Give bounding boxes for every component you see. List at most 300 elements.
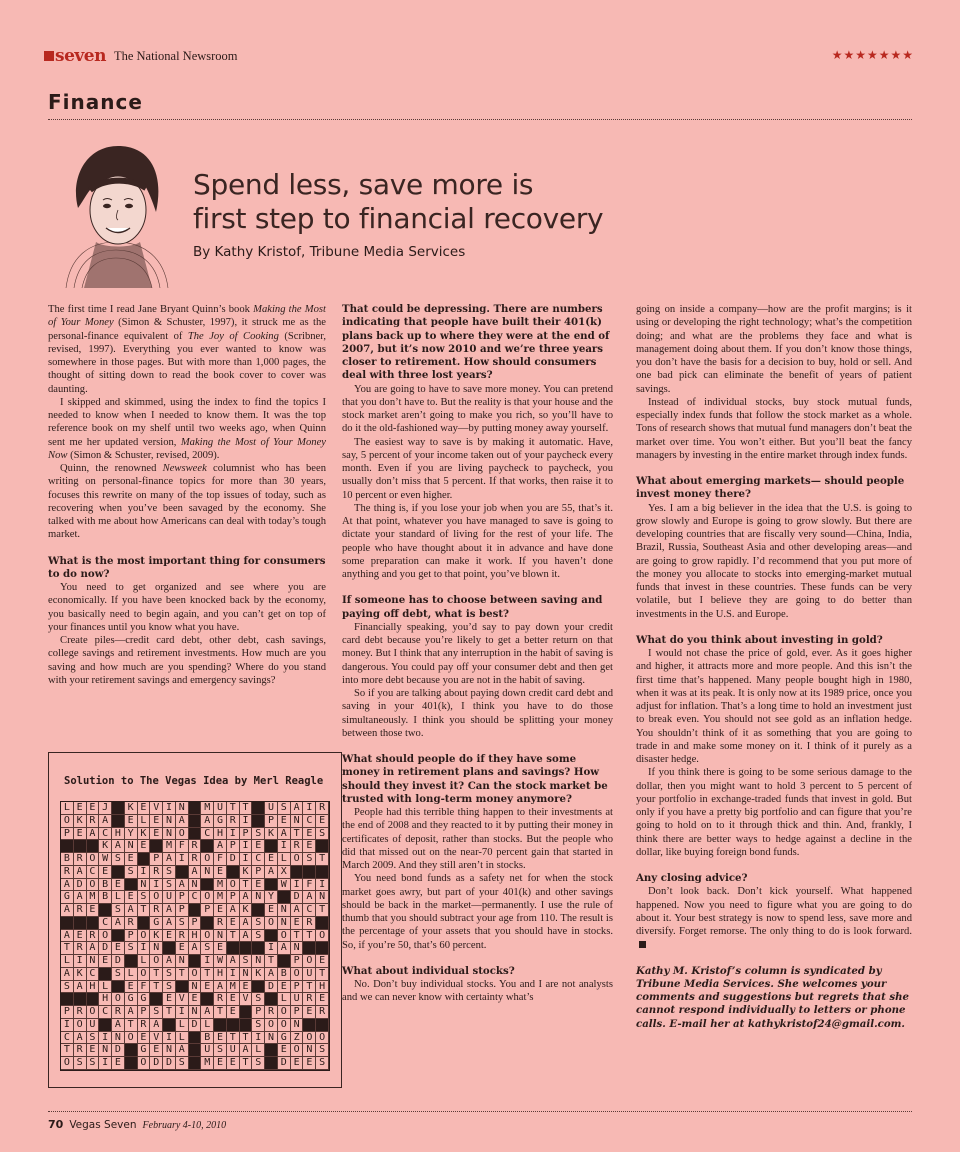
grid-letter: O [61,815,74,828]
crossword-grid [60,801,330,1071]
grid-letter: R [291,840,304,853]
grid-black-square [252,815,265,828]
grid-black-square [227,866,240,879]
grid-letter: E [163,993,176,1006]
grid-letter: S [316,1044,329,1057]
grid-letter: I [74,955,87,968]
grid-letter: M [214,879,227,892]
grid-letter: I [176,1006,189,1019]
grid-letter: T [125,1019,138,1032]
grid-letter: G [138,1044,151,1057]
grid-black-square [227,942,240,955]
grid-letter: A [291,904,304,917]
grid-letter: E [163,930,176,943]
question: If someone has to choose between saving and paying off debt, what is best? [342,594,603,620]
grid-letter: N [189,879,202,892]
grid-letter: N [189,1006,202,1019]
grid-letter: R [138,1019,151,1032]
question: What about emerging markets— should people invest money there? [636,475,905,501]
grid-letter: S [163,879,176,892]
grid-letter: S [316,1057,329,1070]
grid-letter: L [138,815,151,828]
grid-letter: P [265,815,278,828]
grid-letter: A [189,942,202,955]
grid-letter: P [240,828,253,841]
grid-black-square [265,1057,278,1070]
grid-letter: N [138,879,151,892]
grid-letter: P [291,1006,304,1019]
grid-letter: E [138,802,151,815]
grid-letter: T [240,1057,253,1070]
grid-letter: S [163,968,176,981]
grid-letter: A [150,1019,163,1032]
grid-letter: N [125,840,138,853]
grid-letter: I [138,866,151,879]
grid-letter: U [87,1019,100,1032]
grid-letter: E [227,1057,240,1070]
grid-black-square [112,815,125,828]
grid-letter: Y [265,891,278,904]
grid-letter: S [252,930,265,943]
grid-letter: O [201,930,214,943]
grid-letter: A [112,917,125,930]
grid-letter: O [227,879,240,892]
grid-letter: T [163,1006,176,1019]
question: What should people do if they have some money in retirement plans and savings? How should they invest it? Can the stock market be trusted with long-term money anymore? [342,753,608,805]
grid-letter: E [252,840,265,853]
grid-letter: H [99,993,112,1006]
grid-letter: N [240,968,253,981]
grid-letter: E [291,1057,304,1070]
grid-letter: A [74,981,87,994]
grid-letter: A [125,1006,138,1019]
grid-letter: D [163,1057,176,1070]
grid-letter: A [240,1044,253,1057]
grid-letter: S [278,802,291,815]
grid-letter: C [303,815,316,828]
grid-black-square [163,1019,176,1032]
paragraph: You are going to have to save more money. You can pretend that you don’t have to. But the reality is that your house and the stock market aren’t going to make you rich, so you’ll have to do it the old-fashioned way—by putting money away yourself. [342,383,613,435]
grid-letter: O [138,930,151,943]
grid-letter: I [278,840,291,853]
grid-black-square [316,840,329,853]
grid-letter: E [316,815,329,828]
masthead [44,46,238,66]
grid-letter: A [61,904,74,917]
grid-letter: I [265,942,278,955]
rating-stars: ★★★★★★★ [831,48,914,62]
grid-black-square [201,917,214,930]
grid-letter: P [125,930,138,943]
grid-letter: C [252,853,265,866]
grid-letter: E [150,815,163,828]
grid-letter: L [138,955,151,968]
grid-letter: N [265,1032,278,1045]
grid-letter: T [150,981,163,994]
headline-line-1: Spend less, save more is [193,168,534,201]
grid-letter: M [87,891,100,904]
grid-letter: N [150,942,163,955]
grid-letter: A [265,866,278,879]
grid-letter: O [112,993,125,1006]
grid-black-square [291,866,304,879]
grid-letter: H [316,981,329,994]
grid-letter: E [87,904,100,917]
grid-letter: R [74,1006,87,1019]
grid-letter: T [201,968,214,981]
footer-divider [48,1111,912,1112]
grid-black-square [252,942,265,955]
grid-letter: O [125,1032,138,1045]
grid-black-square [99,904,112,917]
grid-letter: O [138,1057,151,1070]
newsroom-label: The National Newsroom [113,48,238,63]
grid-letter: S [252,1019,265,1032]
grid-letter: K [150,930,163,943]
grid-letter: N [303,1044,316,1057]
grid-letter: K [240,866,253,879]
grid-letter: R [74,1044,87,1057]
grid-letter: R [316,802,329,815]
grid-letter: R [74,904,87,917]
grid-letter: O [265,1019,278,1032]
grid-letter: I [61,1019,74,1032]
grid-letter: P [291,981,304,994]
grid-letter: F [176,840,189,853]
grid-letter: C [201,828,214,841]
grid-letter: B [61,853,74,866]
page-footer [48,1118,226,1131]
grid-letter: E [265,904,278,917]
logo-mark [44,51,54,61]
grid-letter: R [176,930,189,943]
grid-letter: I [99,1057,112,1070]
grid-letter: T [227,930,240,943]
grid-letter: D [291,891,304,904]
grid-black-square [74,917,87,930]
grid-letter: E [214,1032,227,1045]
grid-letter: A [227,904,240,917]
grid-letter: I [150,879,163,892]
grid-letter: I [240,853,253,866]
grid-letter: E [125,981,138,994]
grid-letter: N [176,955,189,968]
grid-letter: P [176,904,189,917]
grid-letter: L [176,1032,189,1045]
grid-letter: E [87,1044,100,1057]
grid-letter: W [99,853,112,866]
grid-letter: O [291,853,304,866]
question: What do you think about investing in gold? [636,633,883,646]
paragraph: People had this terrible thing happen to their investments at the end of 2008 and they reacted to it by putting their money in certificates of deposit, rather than stocks. But the people who did that missed out on the near-70 percent gain that started in March 2009. And they still aren’t in stocks. [342,807,613,871]
grid-letter: S [125,866,138,879]
grid-letter: I [252,1032,265,1045]
grid-letter: H [112,828,125,841]
grid-letter: A [189,866,202,879]
grid-letter: A [176,879,189,892]
grid-letter: D [112,955,125,968]
grid-letter: A [278,828,291,841]
paragraph: The thing is, if you lose your job when you are 55, that’s it. At that point, whatever you have managed to save is going to dictate your standard of living for the rest of your life. The people who have thought about it in advance and have done some preparation can make it work. If you haven’t done anything and you get to that point, you’ve blown it. [342,502,613,580]
grid-letter: K [99,840,112,853]
grid-letter: E [176,942,189,955]
grid-letter: I [227,968,240,981]
publication-name: Vegas Seven [69,1119,137,1131]
grid-letter: D [74,879,87,892]
grid-black-square [316,942,329,955]
grid-letter: B [99,891,112,904]
grid-black-square [87,917,100,930]
grid-letter: S [214,1044,227,1057]
grid-letter: E [214,1057,227,1070]
grid-letter: S [112,904,125,917]
grid-letter: A [176,815,189,828]
paragraph: Yes. I am a big believer in the idea that the U.S. is going to grow slowly and Europe is going to grow slowly. But there are developing countries that are fiscally very sound—China, India, Brazil, Russia, Southeast Asia and other developing areas—and are going to grow rapidly. I’d recommend that you put more of the money you allocate to stocks into emerging-market mutual funds that invest in these countries. These funds can be very volatile, but I believe they are going to do better than investments in the U.S. and Europe. [636,502,912,620]
grid-letter: G [61,891,74,904]
grid-letter: A [163,853,176,866]
grid-letter: K [252,968,265,981]
headline-line-2: first step to financial recovery [193,202,604,235]
grid-letter: O [87,879,100,892]
grid-letter: R [112,1006,125,1019]
grid-letter: N [112,1032,125,1045]
grid-letter: P [189,917,202,930]
grid-letter: U [227,1044,240,1057]
grid-letter: L [278,853,291,866]
grid-black-square [125,1044,138,1057]
grid-letter: A [163,955,176,968]
paragraph: going on inside a company—how are the profit margins; is it using or developing the right technology; what’s the competition doing; and what are the problems they face and what is management doing about them. If you don’t know those things, you don’t have the basis for a decision to buy, hold or sell. And one bad pick can eliminate the benefit of years of patient savings. [636,304,912,395]
grid-black-square [61,917,74,930]
grid-letter: R [61,866,74,879]
grid-letter: O [291,968,304,981]
grid-letter: I [99,1032,112,1045]
grid-letter: P [291,955,304,968]
article-column-3 [636,303,912,1031]
grid-letter: P [176,891,189,904]
grid-black-square [189,904,202,917]
grid-black-square [125,955,138,968]
grid-letter: N [278,917,291,930]
grid-letter: E [150,828,163,841]
grid-letter: O [265,917,278,930]
grid-letter: P [61,1006,74,1019]
grid-letter: N [87,955,100,968]
grid-letter: E [303,828,316,841]
grid-black-square [150,993,163,1006]
grid-letter: N [214,930,227,943]
grid-letter: R [316,1006,329,1019]
grid-letter: O [189,968,202,981]
grid-letter: A [61,968,74,981]
grid-letter: T [138,904,151,917]
grid-letter: L [61,802,74,815]
grid-letter: S [61,981,74,994]
grid-letter: A [240,891,253,904]
grid-letter: T [240,802,253,815]
grid-black-square [189,815,202,828]
grid-black-square [303,942,316,955]
grid-letter: K [265,828,278,841]
question: What about individual stocks? [342,964,515,977]
grid-letter: G [214,815,227,828]
grid-letter: E [74,828,87,841]
grid-letter: K [240,904,253,917]
grid-letter: C [99,1006,112,1019]
grid-letter: T [303,981,316,994]
article-column-1 [48,303,326,687]
grid-black-square [87,840,100,853]
grid-letter: K [125,802,138,815]
grid-black-square [303,866,316,879]
grid-letter: N [176,802,189,815]
grid-letter: S [252,993,265,1006]
grid-letter: H [87,981,100,994]
headline [193,168,603,236]
grid-letter: T [214,1006,227,1019]
grid-letter: V [176,993,189,1006]
grid-letter: E [316,993,329,1006]
grid-letter: C [87,866,100,879]
grid-letter: I [227,828,240,841]
grid-letter: P [252,866,265,879]
grid-letter: K [138,828,151,841]
grid-letter: R [303,993,316,1006]
grid-letter: R [303,917,316,930]
grid-letter: D [227,853,240,866]
grid-black-square [176,981,189,994]
grid-letter: I [163,802,176,815]
grid-letter: N [316,891,329,904]
grid-black-square [99,1019,112,1032]
grid-letter: I [201,955,214,968]
grid-letter: Z [291,1032,304,1045]
section-divider [48,119,912,120]
logo: seven [55,46,106,66]
grid-black-square [252,981,265,994]
grid-letter: E [252,879,265,892]
grid-letter: A [291,802,304,815]
grid-black-square [240,942,253,955]
grid-letter: O [74,1019,87,1032]
grid-letter: E [291,917,304,930]
grid-letter: A [99,815,112,828]
paragraph: I skipped and skimmed, using the index to find the topics I needed to know when I needed to know them. It was the top reference book on my shelf until two weeks ago, when Quinn sent me her updated version, Making the Most of Your Money Now (Simon & Schuster, revised, 2009). [48,396,326,461]
grid-letter: I [163,1032,176,1045]
grid-letter: O [278,1006,291,1019]
grid-black-square [176,866,189,879]
grid-letter: S [252,828,265,841]
grid-letter: O [316,930,329,943]
grid-letter: S [74,1057,87,1070]
grid-black-square [61,993,74,1006]
grid-letter: S [125,942,138,955]
grid-letter: L [201,1019,214,1032]
grid-letter: E [316,955,329,968]
grid-letter: S [316,828,329,841]
grid-letter: N [189,981,202,994]
grid-letter: I [176,853,189,866]
grid-letter: L [176,1019,189,1032]
grid-letter: E [138,1032,151,1045]
grid-letter: A [74,866,87,879]
grid-black-square [214,1019,227,1032]
grid-letter: R [74,853,87,866]
grid-letter: G [150,917,163,930]
paragraph: If you think there is going to be some serious damage to the dollar, then you might want to hold 3 percent to 5 percent of your portfolio in exchange-traded funds that invest in gold. But only if you have a pretty big portfolio and can figure that you’re going to hold on to it through thick and thin. And, frankly, I think there are better ways to hedge against a decline in the dollar, like buying foreign bond funds. [636,767,912,858]
grid-letter: O [61,1057,74,1070]
author-portrait [56,138,176,288]
grid-letter: N [201,866,214,879]
grid-letter: E [112,879,125,892]
grid-letter: A [74,1032,87,1045]
grid-black-square [163,942,176,955]
grid-letter: A [61,879,74,892]
grid-letter: B [278,968,291,981]
grid-letter: P [201,904,214,917]
grid-letter: A [87,942,100,955]
grid-letter: S [252,1057,265,1070]
grid-letter: C [99,828,112,841]
grid-letter: R [214,993,227,1006]
puzzle-title: Solution to The Vegas Idea by Merl Reagle [64,775,324,787]
grid-letter: T [150,968,163,981]
grid-black-square [112,981,125,994]
grid-letter: F [214,853,227,866]
grid-black-square [303,1019,316,1032]
paragraph: So if you are talking about paying down credit card debt and saving in your 401(k), I think you have to do those simultaneously. I think you should be splitting your money between those two. [342,688,613,739]
grid-letter: H [214,968,227,981]
grid-letter: C [87,968,100,981]
grid-black-square [265,930,278,943]
grid-letter: S [163,866,176,879]
grid-letter: L [278,993,291,1006]
grid-letter: E [303,1006,316,1019]
grid-letter: M [227,981,240,994]
grid-black-square [74,840,87,853]
grid-letter: U [291,993,304,1006]
grid-black-square [189,955,202,968]
grid-letter: T [316,904,329,917]
grid-letter: A [240,917,253,930]
grid-letter: E [99,955,112,968]
grid-letter: A [201,1006,214,1019]
grid-black-square [189,1057,202,1070]
grid-letter: C [189,891,202,904]
grid-letter: L [112,891,125,904]
grid-black-square [150,840,163,853]
grid-letter: E [150,1044,163,1057]
grid-letter: S [112,968,125,981]
grid-letter: P [252,1006,265,1019]
grid-letter: S [176,917,189,930]
grid-letter: E [125,891,138,904]
grid-letter: D [112,1044,125,1057]
grid-letter: E [303,840,316,853]
grid-black-square [201,993,214,1006]
grid-letter: S [240,955,253,968]
paragraph: The first time I read Jane Bryant Quinn’s book Making the Most of Your Money (Simon & Schuster, 1997), it struck me as the personal-finance equivalent of The Joy of Cooking (Scribner, revised, 1997). Everything you ever wanted to know was somewhere in those pages. But with more than 1,000 pages, the thought of sitting down to read the book cover to cover was daunting. [48,304,326,395]
grid-letter: T [303,930,316,943]
grid-letter: L [125,968,138,981]
grid-letter: D [189,1019,202,1032]
grid-letter: O [99,930,112,943]
grid-letter: R [87,815,100,828]
grid-letter: L [61,955,74,968]
paragraph: The easiest way to save is by making it automatic. Have, say, 5 percent of your income taken out of your paycheck every month. Even if you are living paycheck to paycheck, you usually don’t miss that 5 percent. If that works, then raise it to 10 percent or even higher. [342,436,613,501]
question: Any closing advice? [636,872,748,884]
grid-letter: O [176,828,189,841]
